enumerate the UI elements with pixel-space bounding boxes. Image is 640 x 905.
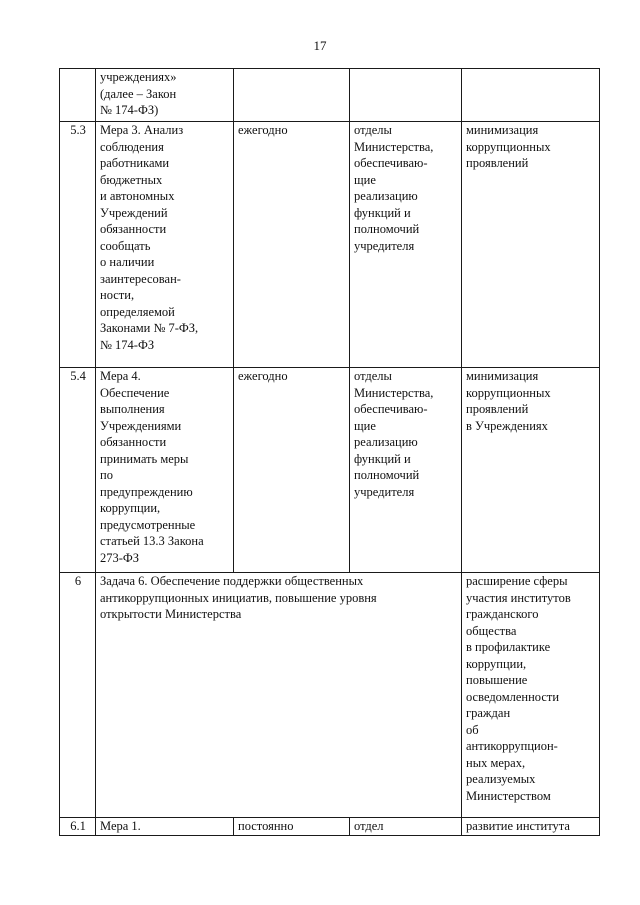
page-number: 17: [313, 38, 327, 53]
row-number: [60, 69, 96, 122]
executor-cell: [350, 69, 462, 122]
result-cell: расширение сферы участия институтов гражданского общества в профилактике коррупции, повышение осведомленности граждан об антикоррупцион- ных мерах, реализуемых Министерством: [462, 573, 600, 818]
task-row: [60, 573, 600, 818]
executor-cell: отделы Министерства, обеспечиваю- щие реализацию функций и полномочий учредителя: [350, 122, 462, 368]
anticorruption-plan-table: [59, 68, 600, 836]
row-number: 5.3: [60, 122, 96, 368]
result-cell: минимизация коррупционных проявлений в Учреждениях: [462, 368, 600, 573]
row-number: 5.4: [60, 368, 96, 573]
term-cell: ежегодно: [234, 122, 350, 368]
measure-cell: Мера 1.: [96, 818, 234, 836]
measure-cell: Мера 3. Анализ соблюдения работниками бюджетных и автономных Учреждений обязанности сообщать о наличии заинтересован- ности, определяемой Законами № 7-ФЗ, № 174-ФЗ: [96, 122, 234, 368]
term-cell: [234, 69, 350, 122]
table-row: [60, 122, 600, 368]
executor-cell: отделы Министерства, обеспечиваю- щие реализацию функций и полномочий учредителя: [350, 368, 462, 573]
measure-cell: Мера 4. Обеспечение выполнения Учреждениями обязанности принимать меры по предупреждению коррупции, предусмотренные статьей 13.3 Закона 273-ФЗ: [96, 368, 234, 573]
table-row: [60, 368, 600, 573]
result-cell: минимизация коррупционных проявлений: [462, 122, 600, 368]
row-number: 6.1: [60, 818, 96, 836]
task-description-cell: Задача 6. Обеспечение поддержки общественных антикоррупционных инициатив, повышение уровня открытости Министерства: [96, 573, 462, 818]
term-cell: ежегодно: [234, 368, 350, 573]
executor-cell: отдел: [350, 818, 462, 836]
measure-cell: учреждениях» (далее – Закон № 174-ФЗ): [96, 69, 234, 122]
table-row: [60, 69, 600, 122]
term-cell: постоянно: [234, 818, 350, 836]
row-number: 6: [60, 573, 96, 818]
result-cell: [462, 69, 600, 122]
table-row: [60, 818, 600, 836]
result-cell: развитие института: [462, 818, 600, 836]
